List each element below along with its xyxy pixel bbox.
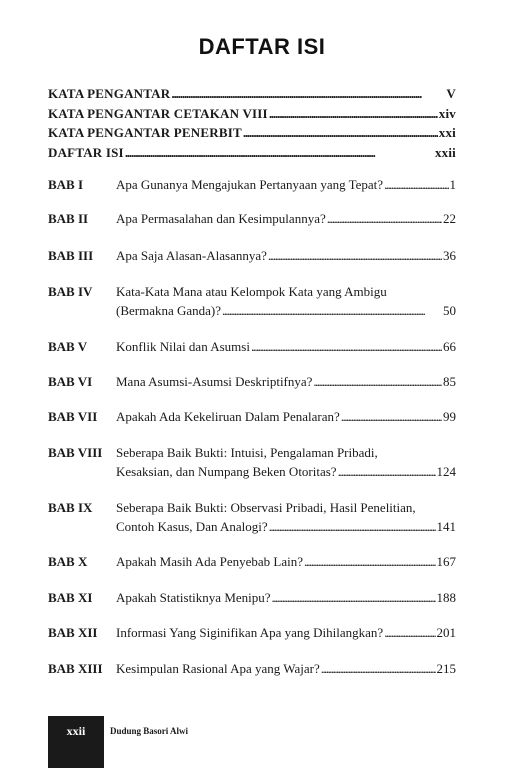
dot-leader: [243, 125, 438, 141]
chapter-page: 99: [443, 409, 456, 424]
toc-entry-kata-pengantar-penerbit: [48, 125, 456, 145]
dot-leader: [304, 554, 435, 570]
chapter-title: Apakah Masih Ada Penyebab Lain?: [116, 554, 304, 569]
toc-entry-label: KATA PENGANTAR: [48, 86, 171, 101]
chapter-title-block: [116, 590, 456, 609]
chapter-title-line: [116, 661, 456, 680]
chapter-title-block: [116, 445, 456, 483]
footer-page-number: xxii: [66, 724, 86, 738]
chapter-title-line: [116, 409, 456, 428]
dot-leader: [222, 303, 442, 319]
dot-leader: [384, 625, 435, 641]
chapter-title-block: [116, 211, 456, 230]
dot-leader: [269, 106, 438, 122]
chapter-title-block: [116, 625, 456, 644]
toc-entry-kata-pengantar: [48, 86, 456, 106]
dot-leader: [341, 409, 442, 425]
chapter-number: BAB VIII: [48, 445, 103, 460]
toc-entry-kata-pengantar-cetakan: [48, 106, 456, 126]
chapter-number: BAB I: [48, 177, 84, 192]
chapter-title: Konflik Nilai dan Asumsi: [116, 339, 250, 354]
chapter-title-line: [116, 554, 456, 573]
page-title: DAFTAR ISI: [198, 34, 326, 59]
chapter-number: BAB XII: [48, 625, 98, 640]
chapter-title-line: [116, 211, 456, 230]
chapter-number: BAB V: [48, 339, 88, 354]
chapter-page: 50: [443, 303, 456, 318]
chapter-title: Apa Gunanya Mengajukan Pertanyaan yang Tepat?: [116, 177, 384, 192]
toc-entry-label: KATA PENGANTAR CETAKAN VIII: [48, 105, 268, 121]
chapter-title-line: [116, 177, 456, 196]
chapter-title-line: [116, 464, 456, 483]
dot-leader: [313, 374, 442, 390]
dot-leader: [251, 339, 442, 355]
chapter-title-line: [116, 339, 456, 358]
chapter-title: (Bermakna Ganda)?: [116, 303, 222, 318]
chapter-page: 188: [436, 590, 456, 605]
dot-leader: [327, 211, 442, 227]
chapter-title-block: [116, 248, 456, 267]
chapter-number: BAB IX: [48, 500, 93, 515]
dot-leader: [268, 248, 442, 264]
chapter-title: Kesaksian, dan Numpang Beken Otoritas?: [116, 464, 337, 479]
toc-entry-label: DAFTAR ISI: [48, 144, 124, 160]
chapter-title-block: [116, 500, 456, 538]
chapter-page: 201: [436, 625, 456, 640]
chapter-title-line: [116, 625, 456, 644]
chapter-title: Mana Asumsi-Asumsi Deskriptifnya?: [116, 374, 313, 389]
toc-entry-page: xxii: [434, 144, 456, 160]
toc-entry-page: xiv: [438, 105, 456, 121]
chapter-title-block: [116, 177, 456, 196]
chapter-number: BAB VI: [48, 374, 93, 389]
chapter-number: BAB XIII: [48, 661, 103, 676]
footer-author: Dudung Basori Alwi: [110, 726, 189, 736]
chapter-title: Apakah Statistiknya Menipu?: [116, 590, 271, 605]
chapter-title-block: [116, 339, 456, 358]
chapter-title-block: [116, 661, 456, 680]
chapter-number: BAB II: [48, 211, 89, 226]
chapter-page: 215: [436, 661, 456, 676]
dot-leader: [338, 464, 436, 480]
chapter-number: BAB IV: [48, 284, 93, 299]
chapter-page: 36: [443, 248, 456, 263]
chapter-number: BAB XI: [48, 590, 93, 605]
chapter-page: 66: [443, 339, 456, 354]
chapter-title-line: [116, 248, 456, 267]
chapter-title-block: [116, 284, 456, 322]
chapter-title-first-line: Seberapa Baik Bukti: Observasi Pribadi, Hasil Penelitian,: [116, 500, 416, 515]
chapter-page: 141: [436, 519, 456, 534]
chapter-page: 22: [443, 211, 456, 226]
chapter-title-line: [116, 374, 456, 393]
chapter-title-line: [116, 303, 456, 322]
chapter-title: Apa Saja Alasan-Alasannya?: [116, 248, 267, 263]
dot-leader: [171, 86, 445, 102]
dot-leader: [125, 145, 434, 161]
chapter-title-first-line: Kata-Kata Mana atau Kelompok Kata yang Ambigu: [116, 284, 387, 299]
toc-entry-page: xxi: [438, 125, 456, 140]
chapter-title: Contoh Kasus, Dan Analogi?: [116, 519, 268, 534]
chapter-title-block: [116, 409, 456, 428]
front-matter-list: [48, 86, 456, 164]
chapter-title: Kesimpulan Rasional Apa yang Wajar?: [116, 661, 320, 676]
chapter-title: Informasi Yang Siginifikan Apa yang Dihilangkan?: [116, 625, 384, 640]
dot-leader: [269, 519, 436, 535]
dot-leader: [321, 661, 436, 677]
chapter-title: Apa Permasalahan dan Kesimpulannya?: [116, 211, 326, 226]
dot-leader: [384, 177, 448, 193]
toc-entry-daftar-isi: [48, 145, 456, 165]
toc-entry-page: V: [446, 86, 456, 101]
chapter-number: BAB VII: [48, 409, 98, 424]
chapter-page: 1: [449, 177, 456, 192]
chapter-title-block: [116, 554, 456, 573]
chapter-title-first-line: Seberapa Baik Bukti: Intuisi, Pengalaman Pribadi,: [116, 445, 378, 460]
dot-leader: [272, 590, 436, 606]
chapter-title-line: [116, 519, 456, 538]
chapter-page: 167: [436, 554, 456, 569]
chapter-title-line: [116, 590, 456, 609]
chapter-number: BAB X: [48, 554, 88, 569]
chapter-number: BAB III: [48, 248, 94, 263]
chapter-page: 124: [436, 464, 456, 479]
chapter-title-block: [116, 374, 456, 393]
chapter-page: 85: [443, 374, 456, 389]
chapter-title: Apakah Ada Kekeliruan Dalam Penalaran?: [116, 409, 340, 424]
toc-entry-label: KATA PENGANTAR PENERBIT: [48, 125, 242, 140]
